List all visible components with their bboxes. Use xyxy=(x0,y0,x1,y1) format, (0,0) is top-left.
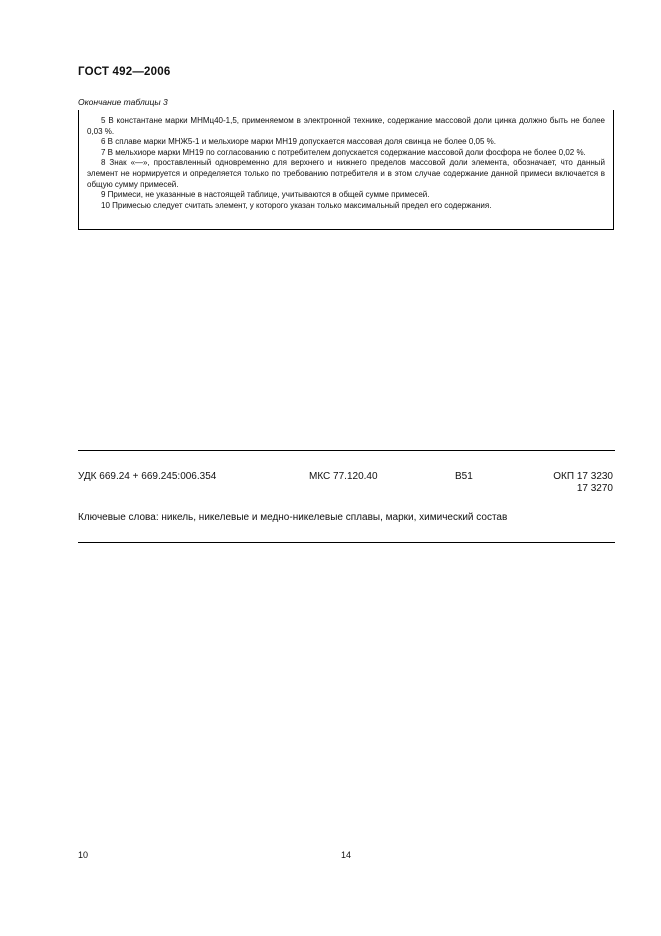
keywords: Ключевые слова: никель, никелевые и медно-никелевые сплавы, марки, химический состав xyxy=(78,512,508,523)
mks-code: МКС 77.120.40 xyxy=(309,471,378,482)
table-notes xyxy=(78,110,614,230)
table-note: 6 В сплаве марки МНЖ5-1 и мельхиоре марки МН19 допускается массовая доля свинца не более 0,05 %. xyxy=(101,137,496,147)
document-header: ГОСТ 492—2006 xyxy=(78,66,171,78)
page-number-left: 10 xyxy=(78,850,89,860)
divider-bottom xyxy=(78,542,615,543)
table-note: 10 Примесью следует считать элемент, у которого указан только максимальный предел его содержания. xyxy=(101,200,492,210)
table-note: 9 Примеси, не указанные в настоящей таблице, учитываются в общей сумме примесей. xyxy=(101,190,430,200)
okp-codes xyxy=(547,471,613,495)
table-caption: Окончание таблицы 3 xyxy=(78,97,168,107)
okp-code-2: 17 3270 xyxy=(576,483,613,494)
okp-code-1: ОКП 17 3230 xyxy=(553,471,613,482)
udk-code: УДК 669.24 + 669.245:006.354 xyxy=(78,471,217,482)
page-number-center: 14 xyxy=(341,850,352,860)
table-note: 8 Знак «—», проставленный одновременно для верхнего и нижнего пределов массовой доли элемента, обозначает, что данный элемент не нормируется и определяется только по требованию потребителя и в этом случае содержание данной примеси включается в общую сумму примесей. xyxy=(87,158,605,189)
group-code: В51 xyxy=(455,471,473,482)
divider-top xyxy=(78,450,615,451)
table-note: 5 В константане марки МНМц40-1,5, применяемом в электронной технике, содержание массовой доли цинка должно быть не более 0,03 %. xyxy=(87,116,605,136)
table-note: 7 В мельхиоре марки МН19 по согласованию с потребителем допускается содержание массовой доли фосфора не более 0,02 %. xyxy=(101,147,586,157)
